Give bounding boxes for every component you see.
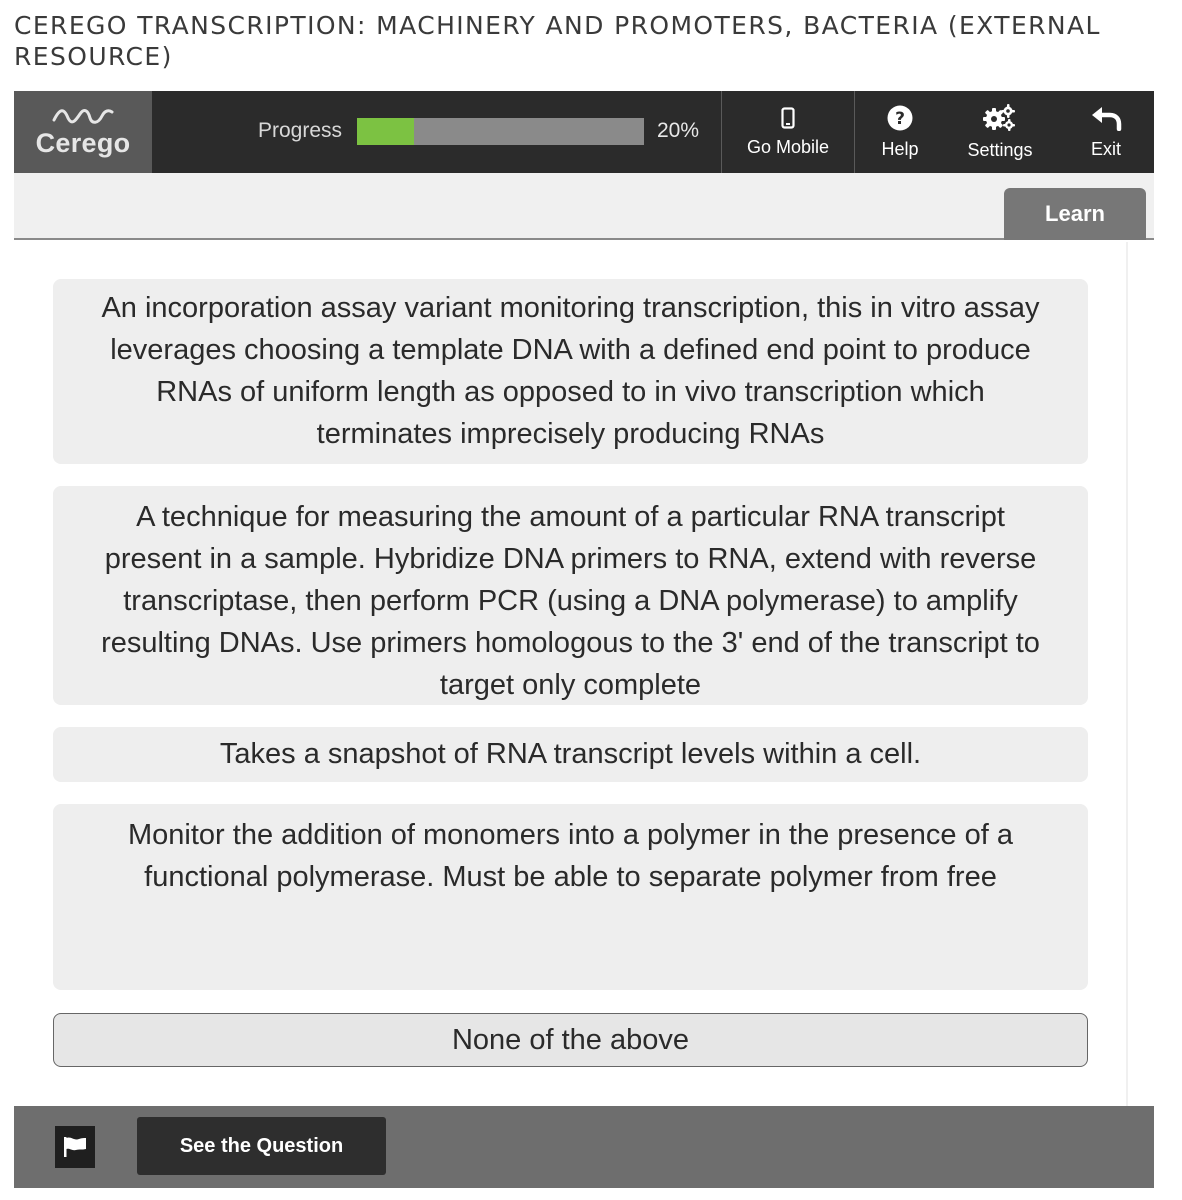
settings-label: Settings [967,139,1033,160]
gear-icon [983,104,1017,132]
flag-icon [62,1135,88,1159]
answer-option-none[interactable]: None of the above [53,1013,1088,1067]
see-question-button[interactable]: See the Question [137,1117,386,1175]
tab-learn[interactable]: Learn [1004,188,1146,240]
top-toolbar [14,91,1154,173]
mode-bar [14,173,1154,240]
progress-value: 20% [657,119,700,142]
exit-label: Exit [1090,138,1121,159]
cerego-logo[interactable] [14,91,152,173]
mobile-phone-icon [781,107,795,129]
answer-option-4-line-1: Monitor the addition of monomers into a polymer in the presence of a [128,819,1013,851]
logo-text: Cerego [35,127,131,158]
page-title: CEREGO TRANSCRIPTION: MACHINERY AND PROMOTERS, BACTERIA (EXTERNAL RESOURCE) [14,11,1101,71]
back-arrow-icon [1090,105,1122,131]
go-mobile-label: Go Mobile [746,136,830,157]
answer-option-2[interactable]: A technique for measuring the amount of a particular RNA transcript present in a sample. Hybridize DNA primers to RNA, extend with reverse transcriptase, then perform PCR (using a DNA polymerase) to amplify resulting DNAs. Use primers homologous to the 3' end of the transcript to target only complete [53,486,1088,705]
answer-option-3[interactable]: Takes a snapshot of RNA transcript levels within a cell. [53,727,1088,782]
answer-option-4[interactable] [53,804,1088,990]
help-label: Help [881,138,919,159]
cerego-logo-icon [52,106,114,126]
help-button[interactable] [855,91,945,173]
flag-button[interactable] [55,1126,95,1168]
answer-option-1[interactable]: An incorporation assay variant monitoring transcription, this in vitro assay leverages choosing a template DNA with a defined end point to produce RNAs of uniform length as opposed to in vivo transcription which terminates imprecisely producing RNAs [53,279,1088,464]
svg-text:?: ? [895,108,905,129]
answer-option-4-line-2: functional polymerase. Must be able to separate polymer from free [144,861,997,893]
bottom-toolbar [14,1106,1154,1188]
go-mobile-button[interactable] [722,91,854,173]
help-icon [887,105,913,131]
progress-label: Progress [258,119,343,142]
settings-button[interactable] [945,91,1055,173]
exit-button[interactable] [1072,91,1140,173]
progress-bar [357,118,644,145]
scrollbar-track[interactable] [1126,242,1128,1106]
progress-bar-fill [357,118,414,145]
